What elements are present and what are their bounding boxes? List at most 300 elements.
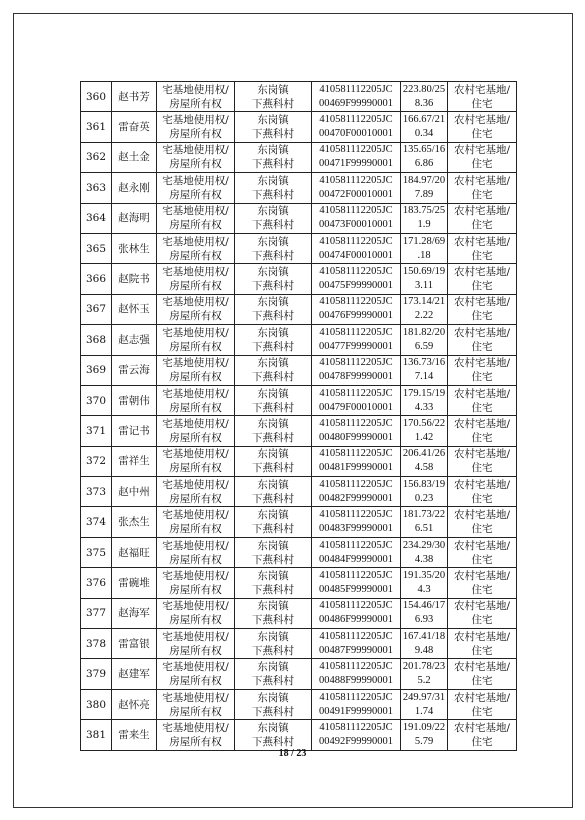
unit-code-cell [312,537,401,567]
location-line: 下燕科村 [252,553,294,566]
unit-code-line: 00482F99990001 [318,492,394,504]
row-number: 373 [85,485,107,498]
owner-name: 雷朝伟 [118,394,150,407]
right-type-line: 宅基地使用权/ [162,205,229,218]
row-number-cell [81,568,112,598]
owner-name: 雷来生 [118,728,150,741]
land-use-cell [448,264,517,294]
right-type-line: 房屋所有权 [169,158,222,171]
owner-name-cell [112,598,157,628]
area-value-line: 206.41/26 [402,448,446,460]
area-value-line: 4.3 [417,583,431,595]
unit-code-line: 410581112205JC [319,569,393,581]
area-value-line: 7.14 [414,371,434,383]
table-row [81,720,517,750]
owner-name: 雷云海 [118,364,150,377]
area-value-line: 6.93 [414,614,434,626]
page-number: 18 / 23 [278,748,307,759]
unit-code-cell [312,112,401,142]
right-type-cell [157,629,235,659]
area-value-cell [401,264,448,294]
location-cell [235,264,312,294]
unit-code-cell [312,598,401,628]
unit-code-line: 410581112205JC [319,235,393,247]
location-line: 下燕科村 [252,462,294,475]
location-cell [235,142,312,172]
table-row [81,112,517,142]
unit-code-line: 00486F99990001 [318,614,394,626]
owner-name: 赵海明 [118,212,150,225]
area-value-cell [401,112,448,142]
right-type-line: 房屋所有权 [169,401,222,414]
row-number: 375 [85,546,107,559]
row-number: 376 [85,576,107,589]
land-use-cell [448,325,517,355]
table-row [81,659,517,689]
area-value-cell [401,325,448,355]
location-line: 东岗镇 [257,326,289,339]
row-number-cell [81,82,112,112]
right-type-line: 宅基地使用权/ [162,114,229,127]
owner-name-cell [112,325,157,355]
owner-name: 赵土金 [118,151,150,164]
table-row [81,173,517,203]
owner-name-cell [112,507,157,537]
right-type-line: 宅基地使用权/ [162,296,229,309]
land-use-line: 住宅 [471,219,493,232]
unit-code-line: 410581112205JC [319,600,393,612]
right-type-line: 宅基地使用权/ [162,357,229,370]
right-type-line: 房屋所有权 [169,431,222,444]
row-number: 367 [85,303,107,316]
land-use-line: 农村宅基地/ [453,235,511,248]
area-value-line: 5.2 [417,675,431,687]
right-type-cell [157,82,235,112]
right-type-cell [157,112,235,142]
unit-code-cell [312,142,401,172]
right-type-line: 宅基地使用权/ [162,569,229,582]
owner-name-cell [112,568,157,598]
row-number: 378 [85,637,107,650]
table-row [81,598,517,628]
unit-code-line: 00477F99990001 [318,340,394,352]
land-use-line: 农村宅基地/ [453,478,511,491]
unit-code-line: 410581112205JC [319,83,393,95]
location-line: 东岗镇 [257,569,289,582]
location-cell [235,325,312,355]
location-line: 下燕科村 [252,705,294,718]
area-value-line: 234.29/30 [402,539,446,551]
owner-name: 赵建军 [118,668,150,681]
unit-code-cell [312,720,401,750]
area-value-line: 170.56/22 [402,417,446,429]
location-line: 下燕科村 [252,310,294,323]
land-use-cell [448,629,517,659]
area-value-line: 191.35/20 [402,569,446,581]
right-type-line: 宅基地使用权/ [162,387,229,400]
right-type-line: 房屋所有权 [169,492,222,505]
area-value-line: 3.11 [415,280,433,292]
location-line: 下燕科村 [252,97,294,110]
land-use-cell [448,355,517,385]
land-use-line: 农村宅基地/ [453,296,511,309]
location-cell [235,173,312,203]
unit-code-line: 00485F99990001 [318,583,394,595]
row-number: 365 [85,242,107,255]
row-number-cell [81,203,112,233]
area-value-line: 173.14/21 [402,296,446,308]
owner-name-cell [112,142,157,172]
location-cell [235,537,312,567]
area-value-line: 154.46/17 [402,600,446,612]
row-number: 364 [85,212,107,225]
unit-code-line: 00487F99990001 [318,644,394,656]
land-use-line: 住宅 [471,523,493,536]
right-type-line: 宅基地使用权/ [162,509,229,522]
location-line: 东岗镇 [257,721,289,734]
location-line: 东岗镇 [257,600,289,613]
location-line: 下燕科村 [252,675,294,688]
area-value-cell [401,446,448,476]
owner-name-cell [112,112,157,142]
location-line: 东岗镇 [257,174,289,187]
right-type-line: 宅基地使用权/ [162,266,229,279]
right-type-line: 房屋所有权 [169,705,222,718]
land-use-cell [448,82,517,112]
right-type-cell [157,294,235,324]
area-value-line: 1.74 [414,705,434,717]
row-number: 379 [85,668,107,681]
table-row [81,629,517,659]
location-cell [235,720,312,750]
area-value-line: 4.58 [414,462,434,474]
row-number: 366 [85,273,107,286]
land-use-line: 农村宅基地/ [453,539,511,552]
owner-name: 赵怀玉 [118,303,150,316]
land-use-line: 农村宅基地/ [453,326,511,339]
unit-code-line: 00491F99990001 [318,705,394,717]
land-use-line: 住宅 [471,371,493,384]
right-type-cell [157,233,235,263]
unit-code-line: 410581112205JC [319,691,393,703]
right-type-cell [157,203,235,233]
location-line: 东岗镇 [257,417,289,430]
land-use-cell [448,173,517,203]
area-value-line: 7.89 [414,188,434,200]
owner-name-cell [112,629,157,659]
right-type-line: 宅基地使用权/ [162,691,229,704]
right-type-line: 房屋所有权 [169,188,222,201]
owner-name: 赵永刚 [118,181,150,194]
unit-code-line: 410581112205JC [319,448,393,460]
unit-code-cell [312,659,401,689]
row-number-cell [81,659,112,689]
area-value-line: 2.22 [414,310,434,322]
location-line: 东岗镇 [257,144,289,157]
right-type-line: 房屋所有权 [169,249,222,262]
unit-code-line: 410581112205JC [319,174,393,186]
row-number-cell [81,689,112,719]
land-use-line: 住宅 [471,644,493,657]
land-use-line: 住宅 [471,128,493,141]
area-value-line: 201.78/23 [402,661,446,673]
unit-code-line: 00473F00010001 [318,219,394,231]
owner-name: 雷记书 [118,424,150,437]
right-type-cell [157,416,235,446]
right-type-cell [157,385,235,415]
unit-code-cell [312,385,401,415]
location-line: 东岗镇 [257,661,289,674]
location-line: 东岗镇 [257,630,289,643]
land-use-line: 住宅 [471,158,493,171]
row-number: 369 [85,364,107,377]
land-use-cell [448,720,517,750]
row-number-cell [81,720,112,750]
unit-code-cell [312,82,401,112]
right-type-cell [157,173,235,203]
unit-code-cell [312,233,401,263]
property-rights-table [80,81,517,751]
land-use-line: 住宅 [471,97,493,110]
location-line: 东岗镇 [257,205,289,218]
row-number: 372 [85,455,107,468]
location-line: 下燕科村 [252,644,294,657]
unit-code-cell [312,416,401,446]
row-number-cell [81,355,112,385]
location-line: 下燕科村 [252,249,294,262]
owner-name: 赵海军 [118,607,150,620]
land-use-cell [448,203,517,233]
row-number: 363 [85,181,107,194]
land-use-line: 农村宅基地/ [453,448,511,461]
land-use-line: 住宅 [471,340,493,353]
unit-code-cell [312,477,401,507]
area-value-line: 1.42 [414,431,434,443]
right-type-line: 房屋所有权 [169,462,222,475]
table-row [81,507,517,537]
area-value-line: 4.38 [414,553,434,565]
row-number-cell [81,264,112,294]
land-use-cell [448,112,517,142]
table-row [81,264,517,294]
right-type-cell [157,720,235,750]
area-value-cell [401,294,448,324]
owner-name: 雷奋英 [118,121,150,134]
area-value-line: 156.83/19 [402,478,446,490]
land-use-line: 农村宅基地/ [453,509,511,522]
location-line: 东岗镇 [257,691,289,704]
owner-name-cell [112,264,157,294]
area-value-line: 249.97/31 [402,691,446,703]
owner-name-cell [112,385,157,415]
row-number-cell [81,537,112,567]
location-cell [235,416,312,446]
owner-name: 雷祥生 [118,455,150,468]
right-type-line: 房屋所有权 [169,310,222,323]
location-cell [235,629,312,659]
right-type-line: 宅基地使用权/ [162,235,229,248]
row-number: 361 [85,121,107,134]
unit-code-cell [312,173,401,203]
table-row [81,142,517,172]
area-value-cell [401,477,448,507]
right-type-cell [157,355,235,385]
table-row [81,537,517,567]
land-use-line: 农村宅基地/ [453,266,511,279]
area-value-line: 150.69/19 [402,266,446,278]
row-number: 370 [85,394,107,407]
land-use-cell [448,142,517,172]
location-line: 下燕科村 [252,583,294,596]
area-value-line: 8.36 [414,97,434,109]
area-value-line: 4.33 [414,401,434,413]
location-line: 下燕科村 [252,188,294,201]
land-use-line: 农村宅基地/ [453,691,511,704]
land-use-cell [448,689,517,719]
owner-name: 赵志强 [118,333,150,346]
unit-code-line: 410581112205JC [319,417,393,429]
area-value-line: 181.73/22 [402,509,446,521]
land-use-line: 农村宅基地/ [453,174,511,187]
unit-code-line: 00481F99990001 [318,462,394,474]
right-type-line: 宅基地使用权/ [162,448,229,461]
owner-name-cell [112,689,157,719]
row-number: 380 [85,698,107,711]
unit-code-line: 410581112205JC [319,478,393,490]
area-value-line: 223.80/25 [402,83,446,95]
right-type-line: 宅基地使用权/ [162,721,229,734]
location-line: 下燕科村 [252,280,294,293]
land-use-cell [448,507,517,537]
right-type-line: 房屋所有权 [169,219,222,232]
row-number-cell [81,629,112,659]
unit-code-line: 00483F99990001 [318,523,394,535]
location-line: 东岗镇 [257,83,289,96]
location-cell [235,446,312,476]
right-type-cell [157,659,235,689]
owner-name-cell [112,233,157,263]
row-number-cell [81,142,112,172]
unit-code-line: 00480F99990001 [318,431,394,443]
right-type-line: 宅基地使用权/ [162,174,229,187]
land-use-cell [448,416,517,446]
owner-name-cell [112,416,157,446]
owner-name-cell [112,659,157,689]
land-use-line: 农村宅基地/ [453,569,511,582]
owner-name: 雷碗堆 [118,576,150,589]
owner-name-cell [112,720,157,750]
owner-name-cell [112,173,157,203]
area-value-line: 191.09/22 [402,721,446,733]
table-row [81,203,517,233]
unit-code-line: 410581112205JC [319,630,393,642]
area-value-line: 167.41/18 [402,630,446,642]
row-number-cell [81,294,112,324]
location-line: 下燕科村 [252,401,294,414]
row-number: 371 [85,424,107,437]
unit-code-line: 00469F99990001 [318,97,394,109]
right-type-line: 宅基地使用权/ [162,630,229,643]
unit-code-line: 00474F00010001 [318,249,394,261]
right-type-line: 宅基地使用权/ [162,417,229,430]
land-use-line: 住宅 [471,310,493,323]
unit-code-cell [312,629,401,659]
area-value-line: 0.34 [414,128,434,140]
unit-code-cell [312,507,401,537]
right-type-cell [157,142,235,172]
area-value-cell [401,568,448,598]
area-value-line: 181.82/20 [402,326,446,338]
area-value-line: 171.28/69 [402,235,446,247]
location-cell [235,233,312,263]
table-row [81,446,517,476]
location-line: 东岗镇 [257,387,289,400]
unit-code-cell [312,203,401,233]
location-cell [235,355,312,385]
area-value-line: 183.75/25 [402,205,446,217]
area-value-line: 136.73/16 [402,357,446,369]
row-number: 374 [85,516,107,529]
right-type-line: 房屋所有权 [169,735,222,748]
area-value-cell [401,233,448,263]
area-value-line: 6.51 [414,523,434,535]
area-value-line: 166.67/21 [402,114,446,126]
land-use-line: 农村宅基地/ [453,417,511,430]
location-line: 下燕科村 [252,614,294,627]
location-cell [235,598,312,628]
location-cell [235,659,312,689]
area-value-line: 179.15/19 [402,387,446,399]
area-value-line: 1.9 [417,219,431,231]
location-cell [235,507,312,537]
location-line: 东岗镇 [257,478,289,491]
owner-name: 张林生 [118,242,150,255]
unit-code-line: 00475F99990001 [318,280,394,292]
location-cell [235,568,312,598]
location-cell [235,294,312,324]
owner-name: 赵福旺 [118,546,150,559]
location-line: 下燕科村 [252,371,294,384]
table-row [81,82,517,112]
area-value-cell [401,173,448,203]
area-value-cell [401,629,448,659]
unit-code-line: 00478F99990001 [318,371,394,383]
area-value-cell [401,82,448,112]
unit-code-line: 410581112205JC [319,144,393,156]
row-number-cell [81,446,112,476]
land-use-line: 住宅 [471,614,493,627]
land-use-line: 农村宅基地/ [453,721,511,734]
right-type-line: 宅基地使用权/ [162,600,229,613]
location-line: 下燕科村 [252,340,294,353]
land-use-cell [448,477,517,507]
location-line: 东岗镇 [257,235,289,248]
area-value-cell [401,598,448,628]
table-row [81,477,517,507]
land-use-line: 农村宅基地/ [453,114,511,127]
right-type-line: 宅基地使用权/ [162,83,229,96]
right-type-line: 宅基地使用权/ [162,326,229,339]
land-use-line: 住宅 [471,401,493,414]
location-cell [235,82,312,112]
unit-code-line: 410581112205JC [319,661,393,673]
right-type-cell [157,568,235,598]
owner-name: 雷富银 [118,637,150,650]
land-use-line: 农村宅基地/ [453,387,511,400]
land-use-cell [448,294,517,324]
unit-code-line: 410581112205JC [319,387,393,399]
location-line: 东岗镇 [257,509,289,522]
